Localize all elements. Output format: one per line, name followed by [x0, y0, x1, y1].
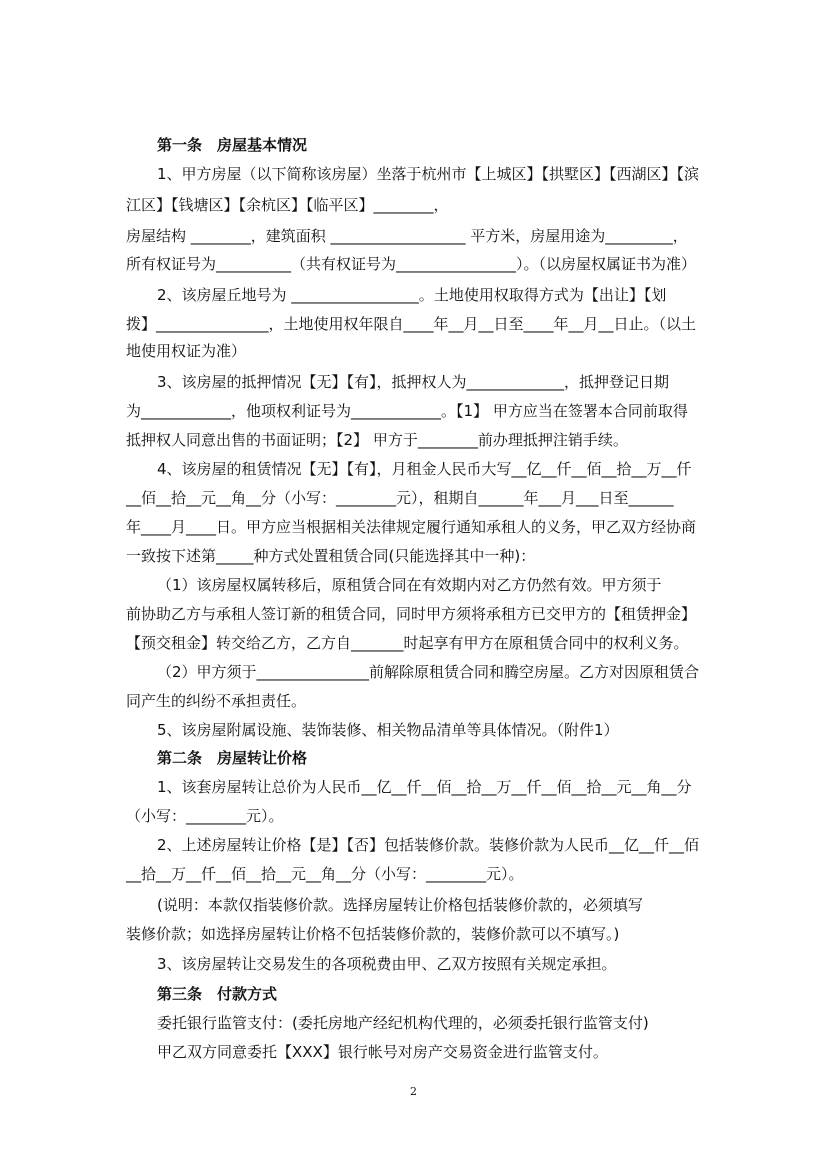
paragraph-line: 地使用权证为准）: [126, 342, 247, 360]
paragraph-line: 2、该房屋丘地号为 _________________。土地使用权取得方式为【出让】【划: [157, 286, 667, 304]
paragraph-line: 所有权证号为__________（共有权证号为________________）。（以房屋权属证书为准）: [126, 255, 697, 273]
paragraph-line: 为____________，他项权利证号为____________。【1】 甲方应当在签署本合同前取得: [126, 402, 688, 420]
paragraph-line: 3、该房屋的抵押情况【无】【有】，抵押权人为_____________，抵押登记日期: [157, 373, 670, 391]
paragraph-line: __拾__万__仟__佰__拾__元__角__分（小写：________元）。: [126, 865, 524, 883]
paragraph-line: 拨】_______________，土地使用权年限自____年__月__日至____年__月__日止。（以土: [126, 315, 697, 333]
paragraph-line: 4、该房屋的租赁情况【无】【有】，月租金人民币大写__亿__仟__佰__拾__万__仟: [157, 460, 692, 478]
paragraph-line: 2、上述房屋转让价格【是】【否】包括装修价款。装修价款为人民币__亿__仟__佰: [157, 836, 700, 854]
paragraph-line: （小写：________元）。: [126, 807, 284, 825]
paragraph-line: 【预交租金】转交给乙方，乙方自_______时起享有甲方在原租赁合同中的权利义务。: [126, 634, 689, 652]
article-2-heading: 第二条 房屋转让价格: [157, 749, 308, 767]
paragraph-line: 同产生的纠纷不承担责任。: [126, 692, 307, 710]
paragraph-line: （2）甲方须于_______________前解除原租赁合同和腾空房屋。乙方对因原租赁合: [157, 663, 700, 681]
paragraph-line: （1）该房屋权属转移后，原租赁合同在有效期内对乙方仍然有效。甲方须于: [157, 576, 662, 594]
paragraph-line: 1、该套房屋转让总价为人民币__亿__仟__佰__拾__万__仟__佰__拾__元__角__分: [157, 778, 692, 796]
paragraph-line: 5、该房屋附属设施、装饰装修、相关物品清单等具体情况。（附件1）: [157, 721, 619, 739]
page-number: 2: [410, 1085, 417, 1098]
article-3-heading: 第三条 付款方式: [157, 985, 278, 1003]
paragraph-line: 抵押权人同意出售的书面证明；【2】 甲方于________前办理抵押注销手续。: [126, 431, 628, 449]
paragraph-line: __佰__拾__元__角__分（小写：________元），租期自______年___月___日至______: [126, 489, 674, 507]
paragraph-line: 前协助乙方与承租人签订新的租赁合同，同时甲方须将承租方已交甲方的【租赁押金】: [126, 605, 697, 623]
paragraph-line: 一致按下述第_____种方式处置租赁合同(只能选择其中一种)：: [126, 547, 536, 565]
paragraph-line: 年____月____日。甲方应当根据相关法律规定履行通知承租人的义务，甲乙双方经协商: [126, 518, 697, 536]
paragraph-line: 1、甲方房屋（以下简称该房屋）坐落于杭州市【上城区】【拱墅区】【西湖区】【滨: [157, 165, 700, 183]
paragraph-line: 房屋结构 ________，建筑面积 __________________ 平方米，房屋用途为_________，: [126, 227, 688, 245]
paragraph-line: 甲乙双方同意委托【XXX】银行帐号对房产交易资金进行监管支付。: [157, 1043, 608, 1061]
article-1-heading: 第一条 房屋基本情况: [157, 136, 308, 154]
paragraph-line: 3、该房屋转让交易发生的各项税费由甲、乙双方按照有关规定承担。: [157, 955, 617, 973]
paragraph-line: 委托银行监管支付：(委托房地产经纪机构代理的，必须委托银行监管支付): [157, 1014, 649, 1032]
paragraph-line: 江区】【钱塘区】【余杭区】【临平区】________，: [126, 196, 449, 214]
note-line: 装修价款；如选择房屋转让价格不包括装修价款的，装修价款可以不填写。): [126, 925, 620, 943]
note-line: (说明：本款仅指装修价款。选择房屋转让价格包括装修价款的，必须填写: [157, 896, 643, 914]
